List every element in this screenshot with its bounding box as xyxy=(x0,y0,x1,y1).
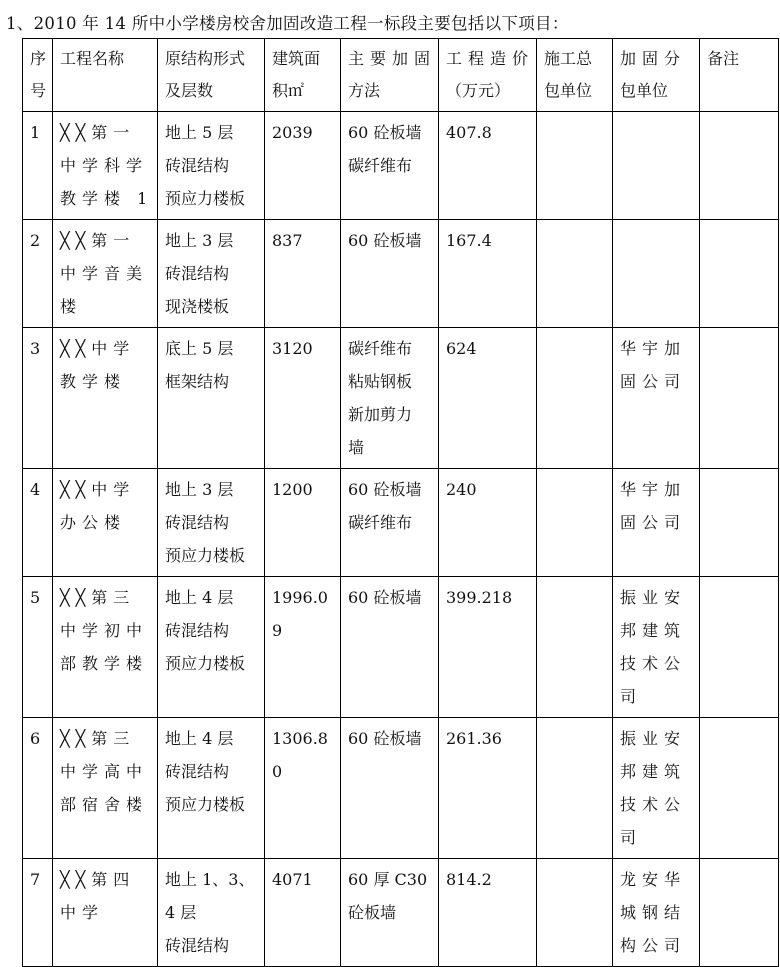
cell-structure-line: 砖混结构 xyxy=(165,762,230,781)
cell-general-contractor xyxy=(537,577,613,718)
cell-cost: 624 xyxy=(439,328,537,469)
cell-name-line: 中学高中 xyxy=(60,762,149,781)
cell-name-line: 中学科学 xyxy=(60,156,149,175)
cell-subcontractor xyxy=(613,718,700,859)
cell-no: 4 xyxy=(23,469,53,577)
table-row xyxy=(23,718,779,859)
table-header-row xyxy=(23,39,779,112)
cell-note xyxy=(700,469,779,577)
cell-name-line: ╳╳第一 xyxy=(60,123,136,142)
cell-area xyxy=(265,859,341,967)
cell-area-line: 4071 xyxy=(272,870,313,889)
cell-note xyxy=(700,577,779,718)
project-table xyxy=(22,38,779,967)
cell-structure xyxy=(158,328,265,469)
cell-structure-line: 预应力楼板 xyxy=(165,654,246,673)
cell-note xyxy=(700,220,779,328)
cell-general-contractor xyxy=(537,112,613,220)
cell-cost: 399.218 xyxy=(439,577,537,718)
cell-cost: 261.36 xyxy=(439,718,537,859)
cell-name-line: ╳╳第三 xyxy=(60,588,136,607)
cell-subcontractor-line: 华宇加 xyxy=(620,339,687,358)
cell-area xyxy=(265,469,341,577)
cell-subcontractor-line: 固公司 xyxy=(620,513,687,532)
cell-area-line: 2039 xyxy=(272,123,313,142)
cell-cost: 407.8 xyxy=(439,112,537,220)
cell-structure xyxy=(158,718,265,859)
table-row xyxy=(23,112,779,220)
cell-structure-line: 框架结构 xyxy=(165,372,230,391)
cell-subcontractor-line: 城钢结 xyxy=(620,903,687,922)
cell-structure-line: 砖混结构 xyxy=(165,156,230,175)
cell-method xyxy=(341,328,439,469)
cell-method-line: 墙 xyxy=(348,438,365,457)
cell-area xyxy=(265,577,341,718)
table-row xyxy=(23,469,779,577)
cell-structure-line: 4 层 xyxy=(165,903,197,922)
cell-subcontractor xyxy=(613,469,700,577)
cell-general-contractor xyxy=(537,220,613,328)
cell-name-line: 部宿舍楼 xyxy=(60,795,149,814)
cell-cost: 167.4 xyxy=(439,220,537,328)
cell-area xyxy=(265,112,341,220)
table-row xyxy=(23,220,779,328)
header-method: 主要加固 方法 xyxy=(341,39,439,112)
header-structure: 原结构形式 及层数 xyxy=(158,39,265,112)
cell-method xyxy=(341,112,439,220)
cell-subcontractor-line: 技术公 xyxy=(620,795,687,814)
cell-general-contractor xyxy=(537,718,613,859)
cell-subcontractor-line: 司 xyxy=(620,828,643,847)
cell-structure-line: 地上 1、3、 xyxy=(165,870,255,889)
cell-name-line: ╳╳第三 xyxy=(60,729,136,748)
cell-structure-line: 预应力楼板 xyxy=(165,189,246,208)
cell-name xyxy=(53,469,158,577)
cell-subcontractor xyxy=(613,112,700,220)
cell-note xyxy=(700,328,779,469)
cell-method-line: 砼板墙 xyxy=(348,903,397,922)
cell-cost: 814.2 xyxy=(439,859,537,967)
cell-name xyxy=(53,220,158,328)
cell-structure-line: 砖混结构 xyxy=(165,936,230,955)
cell-structure xyxy=(158,859,265,967)
cell-subcontractor-line: 固公司 xyxy=(620,372,687,391)
cell-area-line: 1200 xyxy=(272,480,313,499)
table-row xyxy=(23,328,779,469)
header-subcontractor: 加固分 包单位 xyxy=(613,39,700,112)
header-area: 建筑面 积㎡ xyxy=(265,39,341,112)
header-no: 序 号 xyxy=(23,39,53,112)
cell-structure xyxy=(158,112,265,220)
cell-subcontractor-line: 华宇加 xyxy=(620,480,687,499)
cell-structure-line: 地上 4 层 xyxy=(165,588,234,607)
cell-name-line: ╳╳第四 xyxy=(60,870,136,889)
cell-no: 1 xyxy=(23,112,53,220)
cell-subcontractor-line: 龙安华 xyxy=(620,870,687,889)
section-heading: 1、2010 年 14 所中小学楼房校舍加固改造工程一标段主要包括以下项目： xyxy=(6,14,569,33)
cell-area xyxy=(265,220,341,328)
cell-method-line: 碳纤维布 xyxy=(348,156,413,175)
cell-note xyxy=(700,718,779,859)
cell-structure-line: 砖混结构 xyxy=(165,264,230,283)
cell-subcontractor xyxy=(613,577,700,718)
cell-method-line: 60 砼板墙 xyxy=(348,123,422,142)
cell-method-line: 粘贴钢板 xyxy=(348,372,413,391)
cell-area-line: 1306.8 xyxy=(272,729,328,748)
cell-note xyxy=(700,859,779,967)
cell-area xyxy=(265,328,341,469)
header-cost: 工程造价 （万元） xyxy=(439,39,537,112)
cell-method xyxy=(341,469,439,577)
cell-subcontractor-line: 构公司 xyxy=(620,936,687,955)
cell-name-line: 中学 xyxy=(60,903,105,922)
cell-note xyxy=(700,112,779,220)
cell-structure xyxy=(158,220,265,328)
cell-subcontractor-line: 振业安 xyxy=(620,588,687,607)
cell-general-contractor xyxy=(537,859,613,967)
cell-name-line: ╳╳中学 xyxy=(60,480,136,499)
cell-structure-line: 现浇楼板 xyxy=(165,297,230,316)
cell-structure-line: 地上 3 层 xyxy=(165,231,234,250)
cell-structure-line: 砖混结构 xyxy=(165,513,230,532)
cell-method-line: 碳纤维布 xyxy=(348,513,413,532)
cell-structure-line: 地上 4 层 xyxy=(165,729,234,748)
cell-no: 3 xyxy=(23,328,53,469)
cell-name xyxy=(53,859,158,967)
cell-cost: 240 xyxy=(439,469,537,577)
cell-subcontractor-line: 技术公 xyxy=(620,654,687,673)
cell-general-contractor xyxy=(537,469,613,577)
cell-structure xyxy=(158,469,265,577)
cell-method-line: 60 厚 C30 xyxy=(348,870,428,889)
cell-name xyxy=(53,718,158,859)
cell-name xyxy=(53,328,158,469)
cell-name-line: 部教学楼 xyxy=(60,654,149,673)
cell-name-line: 教学楼 xyxy=(60,372,127,391)
cell-name-line: 中学初中 xyxy=(60,621,149,640)
cell-method xyxy=(341,220,439,328)
header-name: 工程名称 xyxy=(53,39,158,112)
cell-name-line: 教学楼 1 xyxy=(60,189,154,208)
cell-name-line: 楼 xyxy=(60,297,83,316)
cell-method-line: 60 砼板墙 xyxy=(348,231,422,250)
cell-no: 7 xyxy=(23,859,53,967)
cell-method-line: 碳纤维布 xyxy=(348,339,413,358)
cell-structure-line: 底上 5 层 xyxy=(165,339,234,358)
header-general-contractor: 施工总 包单位 xyxy=(537,39,613,112)
table-row xyxy=(23,859,779,967)
cell-subcontractor xyxy=(613,328,700,469)
cell-structure-line: 砖混结构 xyxy=(165,621,230,640)
cell-method xyxy=(341,718,439,859)
cell-general-contractor xyxy=(537,328,613,469)
cell-no: 6 xyxy=(23,718,53,859)
table-row xyxy=(23,577,779,718)
cell-subcontractor-line: 邦建筑 xyxy=(620,621,687,640)
cell-method-line: 60 砼板墙 xyxy=(348,588,422,607)
cell-area-line: 837 xyxy=(272,231,303,250)
cell-name xyxy=(53,577,158,718)
cell-name-line: ╳╳第一 xyxy=(60,231,136,250)
cell-subcontractor-line: 振业安 xyxy=(620,729,687,748)
cell-area-line: 0 xyxy=(272,762,283,781)
cell-method-line: 新加剪力 xyxy=(348,405,413,424)
cell-area xyxy=(265,718,341,859)
cell-name-line: 中学音美 xyxy=(60,264,149,283)
cell-method xyxy=(341,577,439,718)
cell-method xyxy=(341,859,439,967)
cell-method-line: 60 砼板墙 xyxy=(348,480,422,499)
header-note: 备注 xyxy=(700,39,779,112)
cell-structure-line: 地上 3 层 xyxy=(165,480,234,499)
cell-structure-line: 预应力楼板 xyxy=(165,546,246,565)
cell-name-line: 办公楼 xyxy=(60,513,127,532)
cell-name xyxy=(53,112,158,220)
cell-structure xyxy=(158,577,265,718)
cell-area-line: 1996.0 xyxy=(272,588,328,607)
cell-area-line: 3120 xyxy=(272,339,313,358)
cell-area-line: 9 xyxy=(272,621,283,640)
cell-subcontractor xyxy=(613,859,700,967)
cell-structure-line: 预应力楼板 xyxy=(165,795,246,814)
cell-method-line: 60 砼板墙 xyxy=(348,729,422,748)
cell-subcontractor-line: 邦建筑 xyxy=(620,762,687,781)
cell-no: 2 xyxy=(23,220,53,328)
cell-no: 5 xyxy=(23,577,53,718)
cell-name-line: ╳╳中学 xyxy=(60,339,136,358)
cell-subcontractor xyxy=(613,220,700,328)
cell-subcontractor-line: 司 xyxy=(620,687,643,706)
cell-structure-line: 地上 5 层 xyxy=(165,123,234,142)
